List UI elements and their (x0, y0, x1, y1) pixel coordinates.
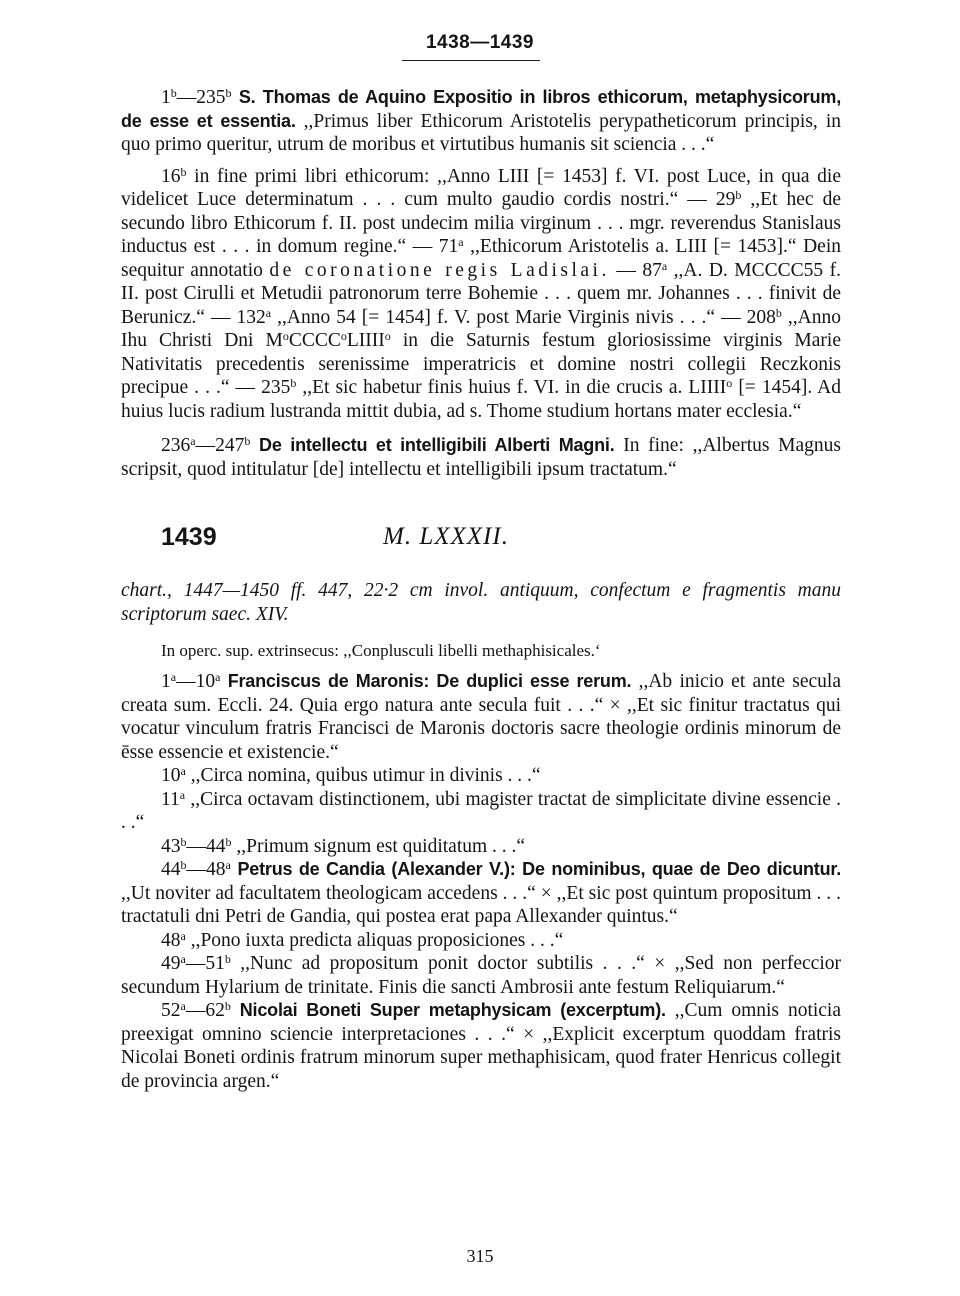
superscript: o (282, 329, 289, 343)
folio-side: b (244, 434, 251, 448)
folio-ref: 48 (161, 929, 181, 951)
folio-ref: 1 (161, 87, 171, 108)
folio-side: a (265, 305, 272, 320)
cover-note: In operc. sup. extrinsecus: ,,Conplusculi libelli methaphisicales.‘ (161, 641, 601, 660)
folio-ref-end: —247 (195, 435, 245, 456)
folio-ref: 1 (161, 671, 171, 692)
superscript: o (384, 329, 391, 343)
folio-ref-end: —235 (176, 87, 226, 108)
work-title: Petrus de Candia (Alexander V.): De nominibus, quae de Deo dicuntur. (237, 859, 842, 879)
folio-side: b (224, 999, 231, 1013)
work-title: Nicolai Boneti Super metaphysicam (excerptum). (239, 1000, 666, 1020)
incipit-text: ,,Pono iuxta predicta aliquas proposiciones . . .“ (185, 929, 564, 951)
folio-side: a (179, 787, 186, 802)
note-text: in die Saturnis festum gloriosissime virginis Marie Nativitatis precedentis serenissime imperatricis et domine nostri collegii Reczkonis precipue . . .“ — 235 (121, 330, 841, 398)
folio-side: a (180, 764, 186, 778)
folio-side: a (661, 258, 668, 273)
folio-ref-end: —48 (186, 859, 226, 880)
folio-ref: 16 (161, 165, 181, 187)
folio-side: b (180, 858, 187, 872)
folio-ref: 236 (161, 435, 191, 456)
folio-side: b (225, 834, 232, 849)
note-text: in fine primi libri ethicorum: ,,Anno LIII [= 1453] f. VI. post Luce, in qua die videlicet Luce determinatum . . . cum multo gaudio cordis nostri.“ — 29 (121, 165, 841, 210)
incipit-text: ,,Cum omnis noticia preexigat omnino sciencie interpretaciones . . .“ × ,,Explicit excerptum quoddam fratris Nicolai Boneti ordinis fratrum minorum super methaphisicam, quod frater Henricus collegit de provincia argen.“ (121, 1000, 842, 1092)
note-text: ,,Anno Ihu Christi Dni M (121, 306, 842, 351)
folio-ref: 11 (161, 788, 180, 810)
entry-1439-item-signum (121, 835, 841, 859)
work-title: De intellectu et intelligibili Alberti Magni. (259, 435, 615, 455)
folio-side: b (170, 86, 177, 100)
page-number: 315 (466, 1246, 494, 1266)
entry-number: 1439 (161, 523, 217, 551)
folio-ref: 52 (161, 1000, 181, 1021)
entry-1439-item-candia (121, 858, 841, 929)
entry-1438-notes (121, 165, 841, 424)
note-text: — 87 (609, 259, 662, 281)
folio-side: a (180, 952, 186, 966)
incipit-text: ,,Nunc ad propositum ponit doctor subtilis . . .“ × ,,Sed non perfeccior secundum Hylarium de trinitate. Finis die sancti Ambrosii ante festum Reliquiarum.“ (121, 953, 841, 998)
folio-side: a (225, 858, 231, 872)
header-rule (402, 60, 540, 61)
superscript: o (726, 376, 733, 390)
folio-ref: 10 (161, 765, 181, 786)
entry-1439-item-nomina (121, 764, 841, 788)
note-text: ,,Et hec de secundo libro Ethicorum f. II. post undecim milia virginum . . . mgr. reverendus Stanislaus inductus est . . . in domum regine.“ — 71 (121, 189, 842, 257)
running-head: 1438—1439 (425, 32, 535, 53)
folio-side: a (458, 235, 464, 249)
folio-side: b (180, 834, 187, 849)
folio-side: b (290, 376, 297, 390)
entry-1439-item-maronis (121, 670, 841, 764)
entry-1439-item-pono (121, 929, 841, 953)
note-text: ,,Et sic habetur finis huius f. VI. in die crucis a. LIIII (296, 377, 727, 398)
folio-side: b (735, 188, 742, 202)
entry-1439-item-boneti (121, 999, 841, 1093)
folio-ref-end: —62 (185, 1000, 225, 1021)
incipit-text: ,,Primum signum est quiditatum . . .“ (231, 835, 526, 857)
folio-ref-end: —51 (185, 953, 225, 974)
folio-ref: 43 (161, 835, 181, 857)
incipit-text: In fine: ,,Albertus Magnus scripsit, quod intitulatur [de] intellectu et intelligibili ipsum tractatum.“ (121, 435, 841, 480)
work-title: Franciscus de Maronis: De duplici esse rerum. (227, 671, 632, 691)
note-text: ,,Ethicorum Aristotelis a. LIII [= 1453].“ Dein sequitur annotatio (121, 236, 841, 281)
folio-side: b (775, 305, 782, 320)
note-text: CCCC (288, 330, 341, 351)
note-text: ,,Anno 54 [= 1454] f. V. post Marie Virginis nivis . . .“ — 208 (271, 306, 776, 328)
note-text: LIIII (346, 330, 385, 351)
folio-side: b (224, 952, 231, 966)
incipit-text: ,,Primus liber Ethicorum Aristotelis perypatheticorum principis, in quo primo queritur, utrum de moribus et virtutibus humanis sit sciencia . . .“ (121, 110, 841, 155)
work-title: S. Thomas de Aquino Expositio in libros ethicorum, metaphysicorum, de esse et essentia. (121, 87, 842, 131)
entry-1438-item-albertus (121, 434, 841, 481)
superscript: o (340, 329, 347, 343)
folio-side: a (170, 670, 177, 684)
folio-side: a (180, 928, 186, 943)
incipit-text: ,,Ab inicio et ante secula creata sum. Eccli. 24. Quia ergo natura ante secula fuit . . .“ × ,,Et sic finitur tractatus qui vocatur vinculum fratris Francisci de Maronis doctoris sacre theologie ordinis minorum de ēsse essencie et existencie.“ (121, 671, 842, 763)
folio-side: a (190, 434, 196, 448)
shelf-signature: M. LXXXII. (383, 523, 509, 550)
spaced-text: de coronatione regis Ladislai. (269, 259, 610, 281)
folio-ref-end: —10 (176, 671, 216, 692)
folio-side: b (180, 164, 187, 179)
folio-ref: 49 (161, 953, 181, 974)
folio-ref: 44 (161, 859, 181, 880)
incipit-text: ,,Ut noviter ad facultatem theologicam accedens . . .“ × ,,Et sic post quintum propositum . . . tractatuli dni Petri de Gandia, qui postea erat papa Allexander quintus.“ (121, 882, 841, 927)
manuscript-description: chart., 1447—1450 ff. 447, 22·2 cm invol. antiquum, confectum e fragmentis manu scriptorum saec. XIV. (121, 580, 841, 625)
entry-1439-item-subtilis (121, 952, 841, 999)
entry-1438-item-thomas (121, 86, 841, 157)
incipit-text: ,,Circa octavam distinctionem, ubi magister tractat de simplicitate divine essencie . . .“ (121, 788, 841, 833)
entry-1439-heading (121, 523, 841, 563)
note-text: [= 1454]. Ad huius lucis radium lustranda mittit dubia, ad s. Thome studium hortans mater ecclesia.“ (121, 377, 841, 422)
entry-1439-item-octavam (121, 788, 841, 835)
note-text: ,,A. D. MCCCC55 f. II. post Cirulli et Metudii patronorum terre Bohemie . . . quem mr. Johannes . . . finivit de Berunicz.“ — 132 (121, 259, 841, 328)
folio-side: b (225, 86, 232, 100)
incipit-text: ,,Circa nomina, quibus utimur in divinis . . .“ (185, 765, 541, 786)
folio-side: a (215, 670, 221, 684)
folio-ref-end: —44 (186, 835, 226, 857)
folio-side: a (180, 999, 186, 1013)
page-body (121, 86, 841, 1093)
